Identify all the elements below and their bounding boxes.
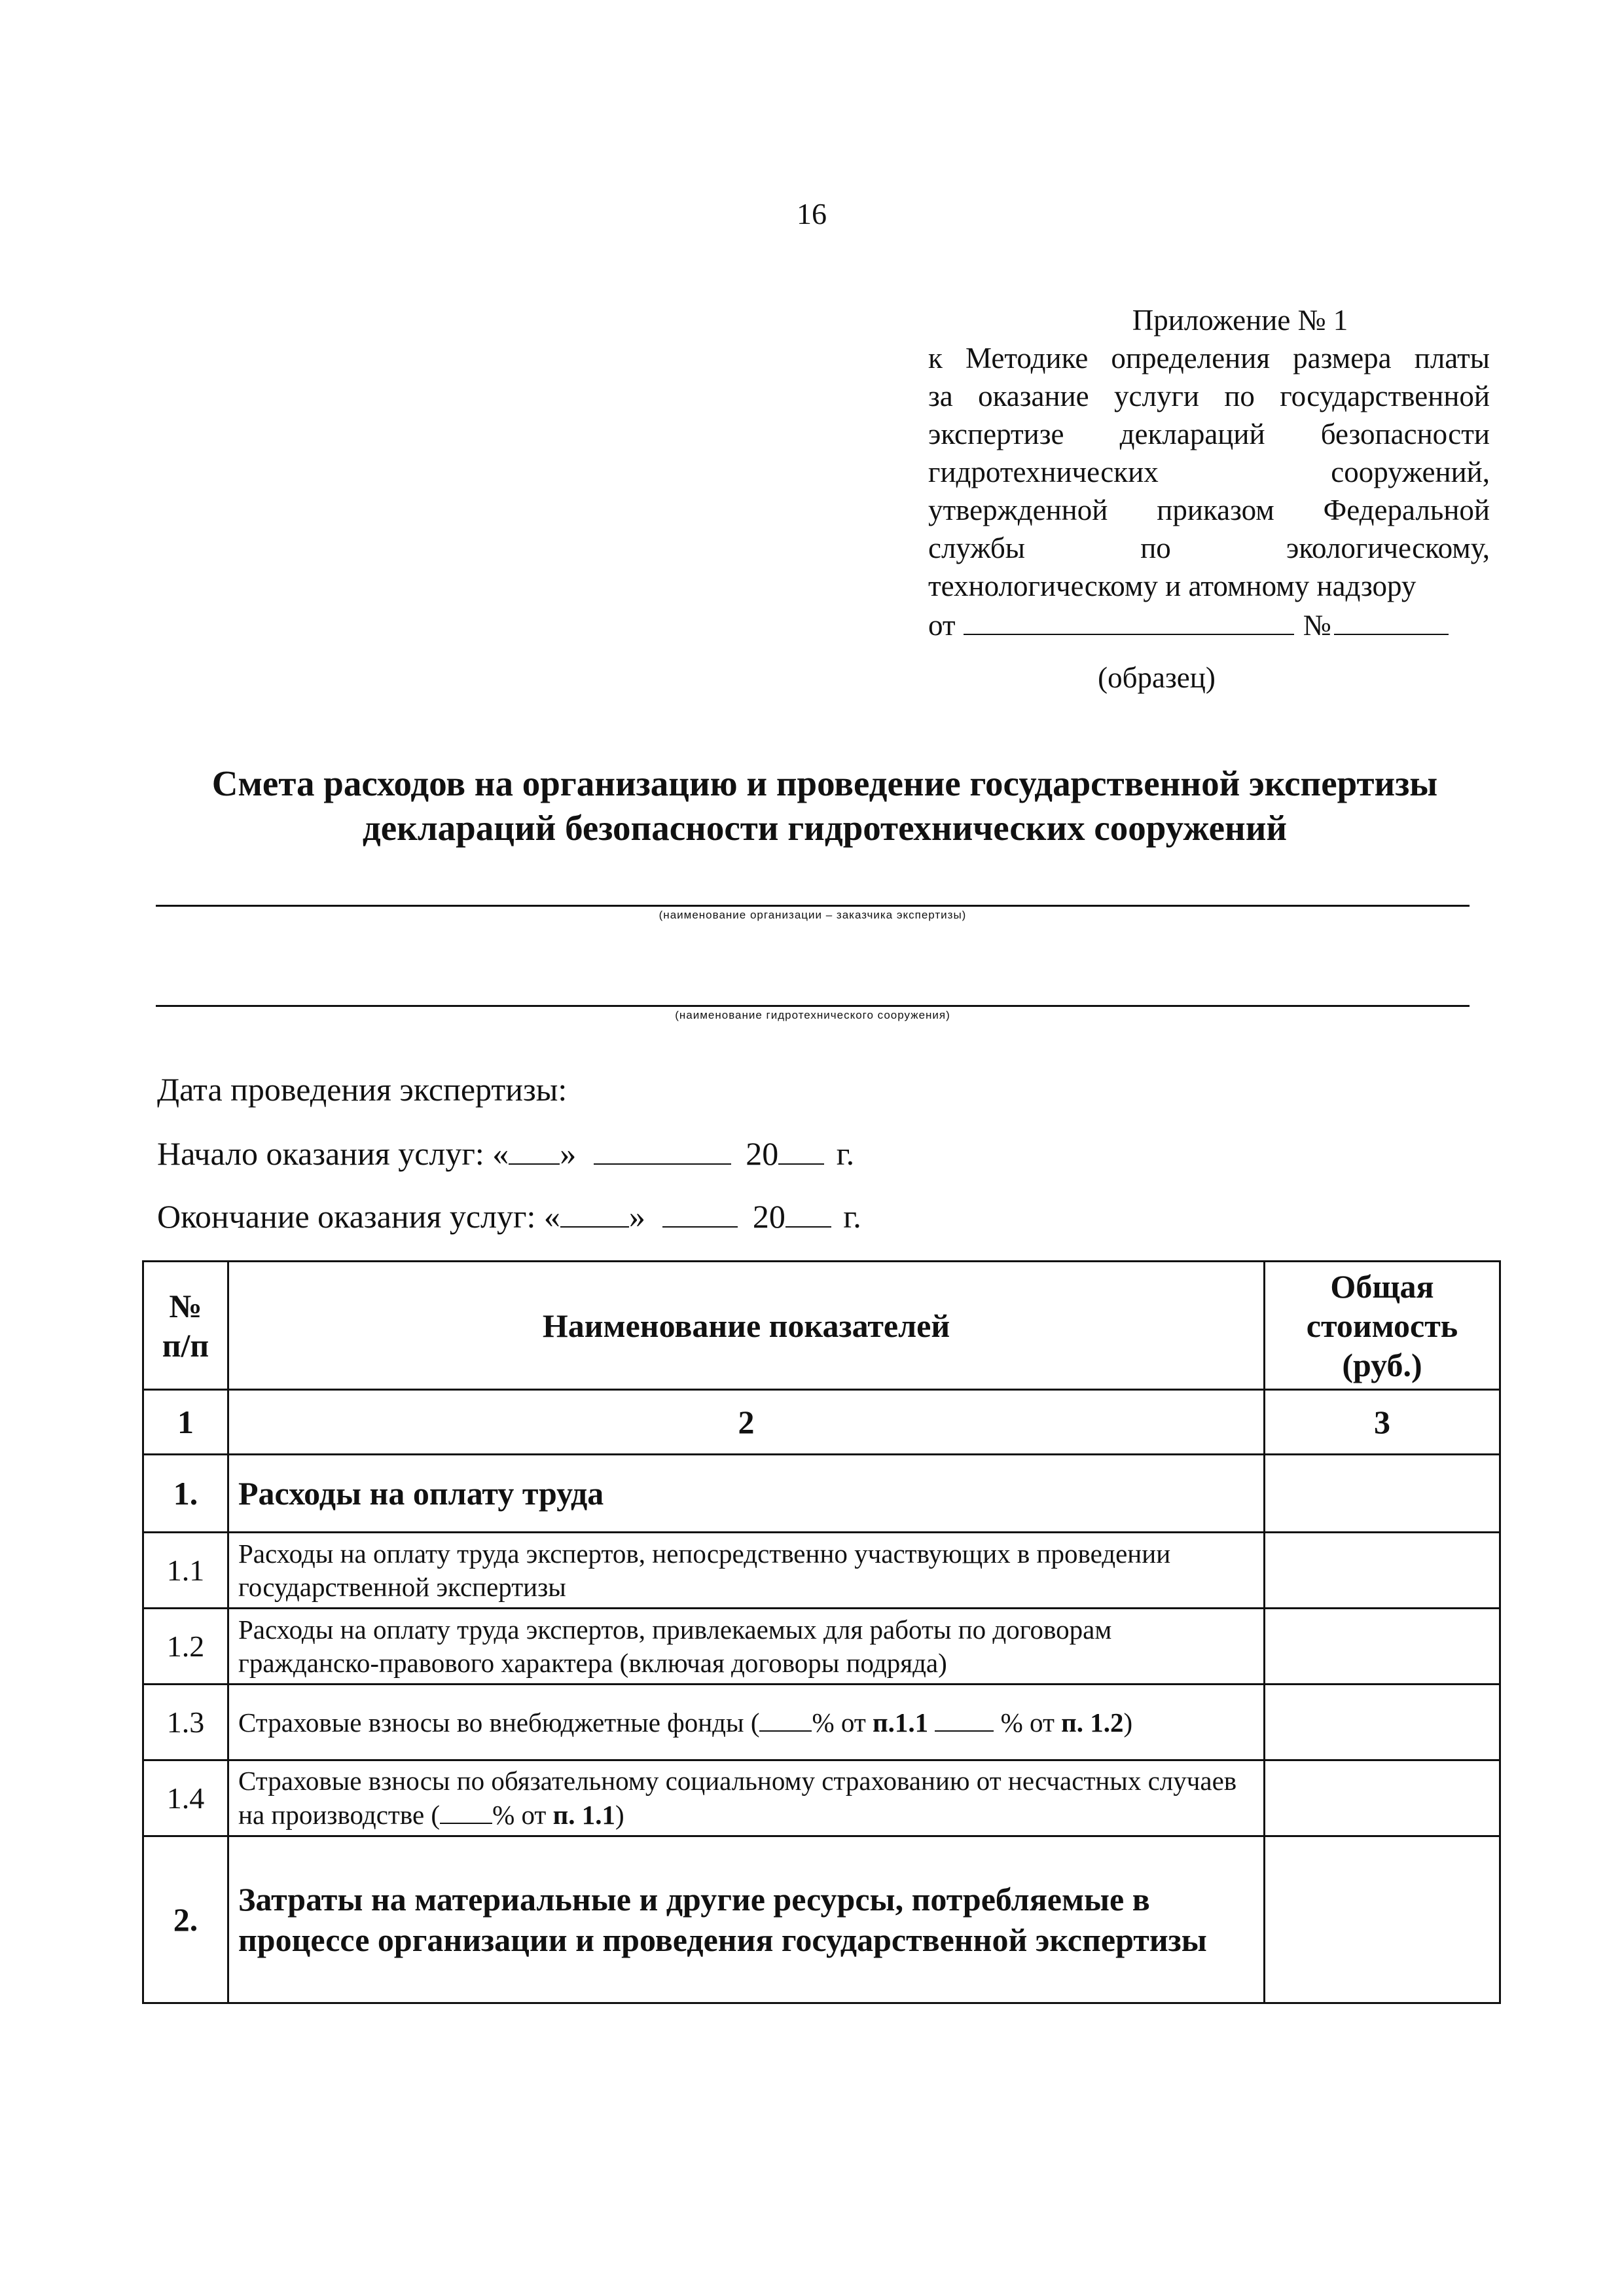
title-line-1: Смета расходов на организацию и проведение государственной экспертизы [211,763,1438,803]
row-ref: п.1.1 [873,1707,929,1738]
table-row [143,1533,1500,1609]
start-month-blank[interactable] [594,1133,731,1165]
end-label: Окончание оказания услуг: « [157,1198,560,1235]
quote-close: » [628,1198,645,1235]
estimate-table [142,1260,1501,2004]
row-number: 1. [143,1455,228,1533]
row-text: % от [492,1800,553,1830]
percent-blank[interactable] [759,1705,812,1732]
customer-name-caption: (наименование организации – заказчика экспертизы) [659,909,967,921]
page-number: 16 [797,197,827,230]
column-index-row [143,1390,1500,1455]
end-date-line [157,1196,861,1236]
cost-cell[interactable] [1265,1760,1500,1836]
row-name: Расходы на оплату труда экспертов, привлекаемых для работы по договорам гражданско-правового характера (включая договоры подряда) [228,1609,1265,1685]
table-row [143,1760,1500,1836]
row-text: % от [812,1707,873,1738]
end-day-blank[interactable] [560,1196,629,1228]
order-number-blank[interactable] [1334,605,1449,635]
header-number: № п/п [143,1262,228,1390]
row-name [228,1760,1265,1836]
row-number: 1.2 [143,1609,228,1685]
annex-line: утвержденной приказом Федеральной [928,494,1490,526]
annex-line: к Методике определения размера платы [928,342,1490,374]
row-ref: п. 1.1 [552,1800,615,1830]
cost-cell[interactable] [1265,1685,1500,1760]
annex-line: гидротехнических сооружений, [928,456,1490,488]
row-text: Страховые взносы по обязательному социальному страхованию от несчастных случаев на производстве ( [238,1766,1237,1830]
quote-close: » [560,1135,577,1172]
row-number: 2. [143,1836,228,2003]
header-name: Наименование показателей [228,1262,1265,1390]
cost-cell[interactable] [1265,1609,1500,1685]
row-number: 1.4 [143,1760,228,1836]
annex-line: экспертизе деклараций безопасности [928,418,1490,450]
column-index: 1 [143,1390,228,1455]
row-name: Расходы на оплату труда [228,1455,1265,1533]
document-title [151,761,1499,850]
cost-cell[interactable] [1265,1836,1500,2003]
year-prefix: 20 [752,1198,785,1235]
year-prefix: 20 [746,1135,779,1172]
order-date-blank[interactable] [964,605,1294,635]
start-day-blank[interactable] [509,1133,560,1165]
start-label: Начало оказания услуг: « [157,1135,509,1172]
row-text: ) [1123,1707,1133,1738]
table-row [143,1455,1500,1533]
customer-name-line[interactable] [156,905,1470,907]
row-number: 1.3 [143,1685,228,1760]
column-index: 3 [1265,1390,1500,1455]
annex-title: Приложение № 1 [1132,304,1348,337]
row-name [228,1685,1265,1760]
annex-line: за оказание услуги по государственной [928,380,1490,412]
expertise-date-heading: Дата проведения экспертизы: [157,1071,568,1108]
sample-label: (образец) [1098,661,1216,694]
structure-name-line[interactable] [156,1005,1470,1007]
year-suffix: г. [843,1198,861,1235]
column-index: 2 [228,1390,1265,1455]
table-row [143,1836,1500,2003]
annex-line: службы по экологическому, [928,532,1490,564]
row-number: 1.1 [143,1533,228,1609]
end-month-blank[interactable] [662,1196,738,1228]
annex-order-date-number [928,605,1490,644]
row-name: Расходы на оплату труда экспертов, непосредственно участвующих в проведении государственной экспертизы [228,1533,1265,1609]
percent-blank[interactable] [935,1705,994,1732]
table-row [143,1685,1500,1760]
number-label: № [1303,609,1331,642]
row-text: Страховые взносы во внебюджетные фонды ( [238,1707,760,1738]
cost-cell[interactable] [1265,1533,1500,1609]
end-year-blank[interactable] [785,1196,831,1228]
table-row [143,1609,1500,1685]
row-name: Затраты на материальные и другие ресурсы, потребляемые в процессе организации и проведения государственной экспертизы [228,1836,1265,2003]
year-suffix: г. [836,1135,855,1172]
title-line-2: деклараций безопасности гидротехнических сооружений [362,808,1288,848]
cost-cell[interactable] [1265,1455,1500,1533]
from-label: от [928,609,956,642]
header-cost: Общая стоимость (руб.) [1265,1262,1500,1390]
structure-name-caption: (наименование гидротехнического сооружения) [675,1009,950,1021]
row-text: ) [615,1800,624,1830]
percent-blank[interactable] [440,1798,492,1824]
table-header-row [143,1262,1500,1390]
start-date-line [157,1133,854,1173]
annex-block [928,301,1490,697]
row-text: % от [1000,1707,1062,1738]
row-ref: п. 1.2 [1061,1707,1124,1738]
start-year-blank[interactable] [778,1133,824,1165]
annex-line: технологическому и атомному надзору [928,570,1416,602]
